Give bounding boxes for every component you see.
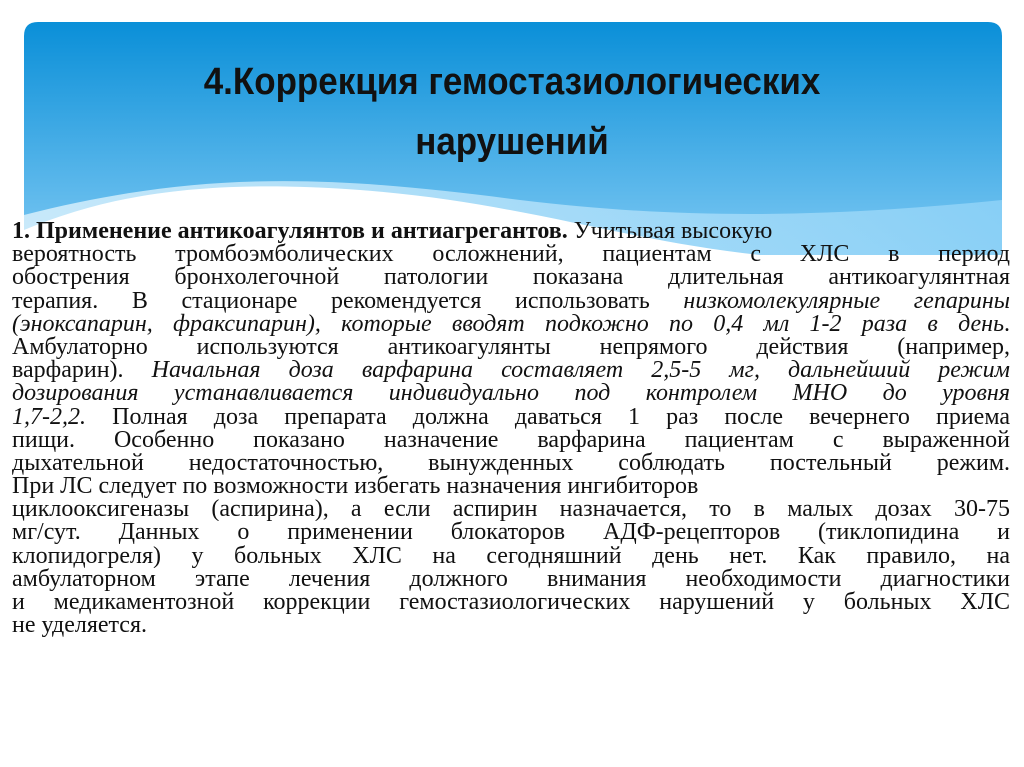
body-text-line [12, 382, 1010, 405]
body-text-line [12, 614, 1010, 637]
italic-text: низкомолекулярные гепарины [683, 289, 1010, 313]
body-text-line [12, 336, 1010, 359]
body-text-line [12, 266, 1010, 289]
body-text-line [12, 406, 1010, 429]
slide-title-line: 4.Коррекция гемостазиологических [203, 61, 821, 103]
text-segment: Амбулаторно используются антикоагулянты непрямого действия (например, [12, 335, 1010, 360]
body-text-line [12, 545, 1010, 568]
text-segment: варфарин). [12, 359, 152, 383]
slide-title-line: нарушений [415, 121, 609, 163]
body-text-line [12, 290, 1010, 313]
text-segment: мг/сут. Данных о применении блокаторов АДФ-рецепторов (тиклопидина и [12, 521, 1010, 545]
text-segment: пищи. Особенно показано назначение варфарина пациентам с выраженной [12, 428, 1010, 452]
text-segment: обострения бронхолегочной патологии показана длительная антикоагулянтная [12, 266, 1010, 290]
text-segment: не уделяется. [12, 612, 147, 639]
italic-text: дозирования устанавливается индивидуально под контролем МНО до уровня [12, 382, 1010, 406]
text-segment: терапия. В стационаре рекомендуется использовать [12, 289, 684, 313]
body-text-line [12, 359, 1010, 382]
text-segment: При ЛС следует по возможности избегать назначения ингибиторов [12, 473, 699, 500]
text-segment: . [1004, 312, 1010, 336]
italic-text: Начальная доза варфарина составляет 2,5-5 мг, дальнейший режим [151, 359, 1010, 383]
text-segment: вероятность тромбоэмболических осложнений, пациентам с ХЛС в период [12, 243, 1010, 267]
text-segment: Учитывая высокую [573, 218, 773, 244]
text-segment: амбулаторном этапе лечения должного внимания необходимости диагностики [12, 567, 1010, 591]
body-text-line [12, 429, 1010, 452]
slide-title [41, 52, 983, 172]
body-text-line [12, 568, 1010, 591]
body-text-line [12, 243, 1010, 266]
body-text-line [12, 452, 1010, 475]
italic-text: (эноксапарин, фраксипарин), которые вводят подкожно по 0,4 мл 1-2 раза в день [12, 312, 1004, 336]
body-text-line [12, 220, 1010, 243]
text-segment: дыхательной недостаточностью, вынужденных соблюдать постельный режим. [12, 451, 1010, 476]
text-segment: и медикаментозной коррекции гемостазиологических нарушений у больных ХЛС [12, 591, 1010, 615]
italic-text: 1,7-2,2. [12, 405, 86, 429]
slide-body-text [12, 220, 1010, 637]
body-text-line [12, 521, 1010, 544]
text-segment: клопидогреля) у больных ХЛС на сегодняшний день нет. Как правило, на [12, 544, 1010, 568]
body-text-line [12, 498, 1010, 521]
bold-heading-text: 1. Применение антикоагулянтов и антиагрегантов. [12, 218, 574, 244]
body-text-line [12, 475, 1010, 498]
text-segment: Полная доза препарата должна даваться 1 раз после вечернего приема [86, 405, 1010, 429]
text-segment: циклооксигеназы (аспирина), а если аспирин назначается, то в малых дозах 30-75 [12, 498, 1010, 522]
body-text-line [12, 313, 1010, 336]
body-text-line [12, 591, 1010, 614]
